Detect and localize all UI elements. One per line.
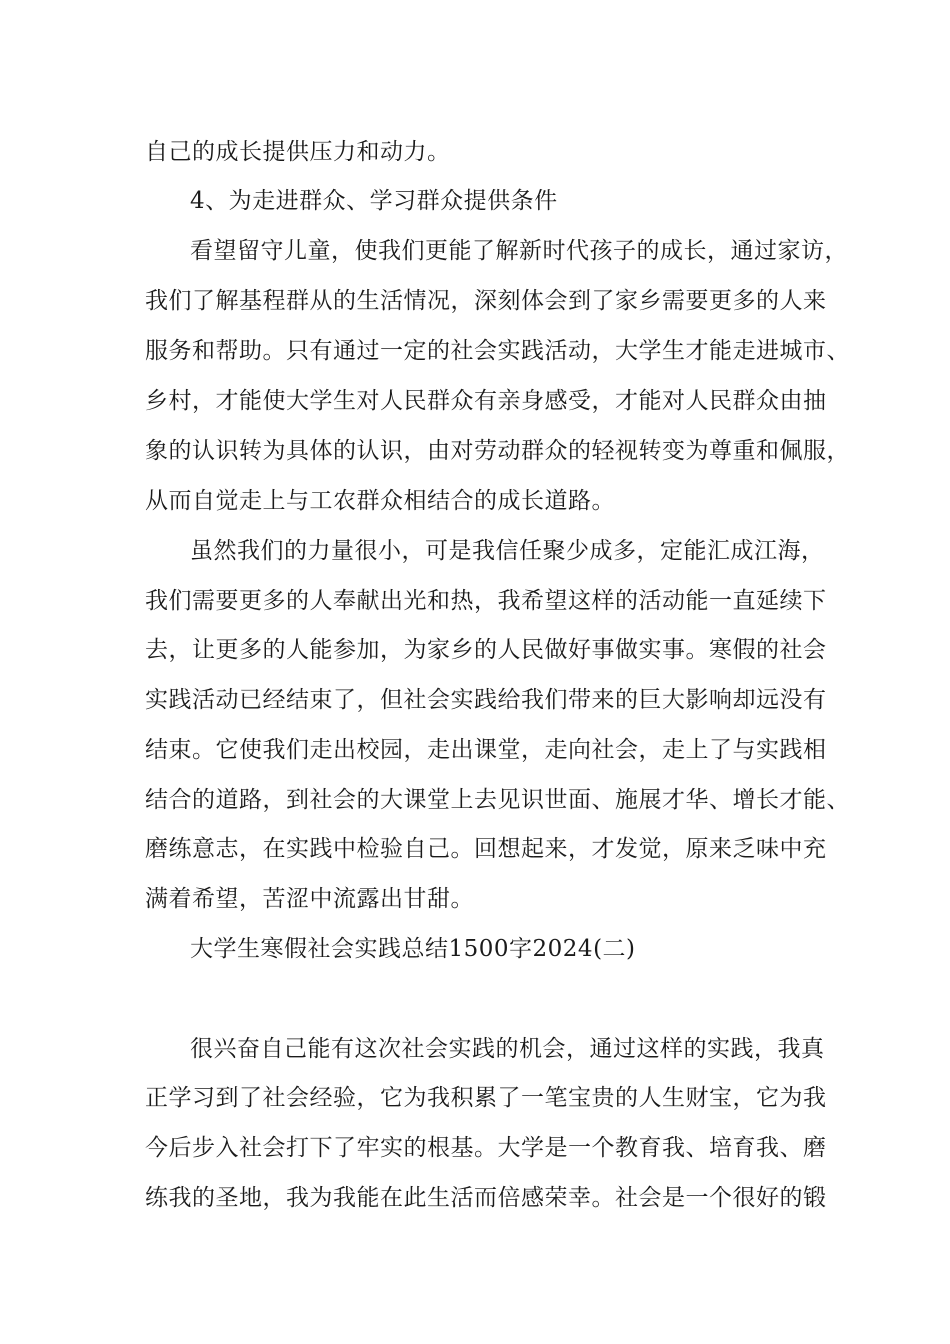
text-line: 我们需要更多的人奉献出光和热，我希望这样的活动能一直延续下: [145, 588, 827, 614]
text-line: 练我的圣地，我为我能在此生活而倍感荣幸。社会是一个很好的锻: [145, 1185, 827, 1211]
text-line: 从而自觉走上与工农群众相结合的成长道路。: [145, 488, 615, 514]
text-line: 很兴奋自己能有这次社会实践的机会，通过这样的实践，我真: [190, 1036, 825, 1062]
text-line: 自己的成长提供压力和动力。: [145, 139, 451, 165]
text-line: 磨练意志，在实践中检验自己。回想起来，才发觉，原来乏味中充: [145, 836, 827, 862]
text-line: 我们了解基程群从的生活情况，深刻体会到了家乡需要更多的人来: [145, 288, 827, 314]
text-line: 服务和帮助。只有通过一定的社会实践活动，大学生才能走进城市、: [145, 338, 850, 364]
text-line: 正学习到了社会经验，它为我积累了一笔宝贵的人生财宝，它为我: [145, 1085, 827, 1111]
text-line: 满着希望，苦涩中流露出甘甜。: [145, 886, 474, 912]
text-line: 今后步入社会打下了牢实的根基。大学是一个教育我、培育我、磨: [145, 1135, 827, 1161]
section-heading: 4、为走进群众、学习群众提供条件: [190, 188, 558, 214]
text-line: 乡村，才能使大学生对人民群众有亲身感受，才能对人民群众由抽: [145, 388, 827, 414]
text-line: 结束。它使我们走出校园，走出课堂，走向社会，走上了与实践相: [145, 737, 827, 763]
text-line: 象的认识转为具体的认识，由对劳动群众的轻视转变为尊重和佩服，: [145, 438, 850, 464]
text-line: 结合的道路，到社会的大课堂上去见识世面、施展才华、增长才能、: [145, 787, 850, 813]
text-line: 虽然我们的力量很小，可是我信任聚少成多，定能汇成江海，: [190, 538, 825, 564]
text-line: 实践活动已经结束了，但社会实践给我们带来的巨大影响却远没有: [145, 687, 827, 713]
text-line: 去，让更多的人能参加，为家乡的人民做好事做实事。寒假的社会: [145, 637, 827, 663]
text-line: 看望留守儿童，使我们更能了解新时代孩子的成长，通过家访，: [190, 238, 848, 264]
section-title: 大学生寒假社会实践总结1500字2024(二): [190, 936, 636, 962]
